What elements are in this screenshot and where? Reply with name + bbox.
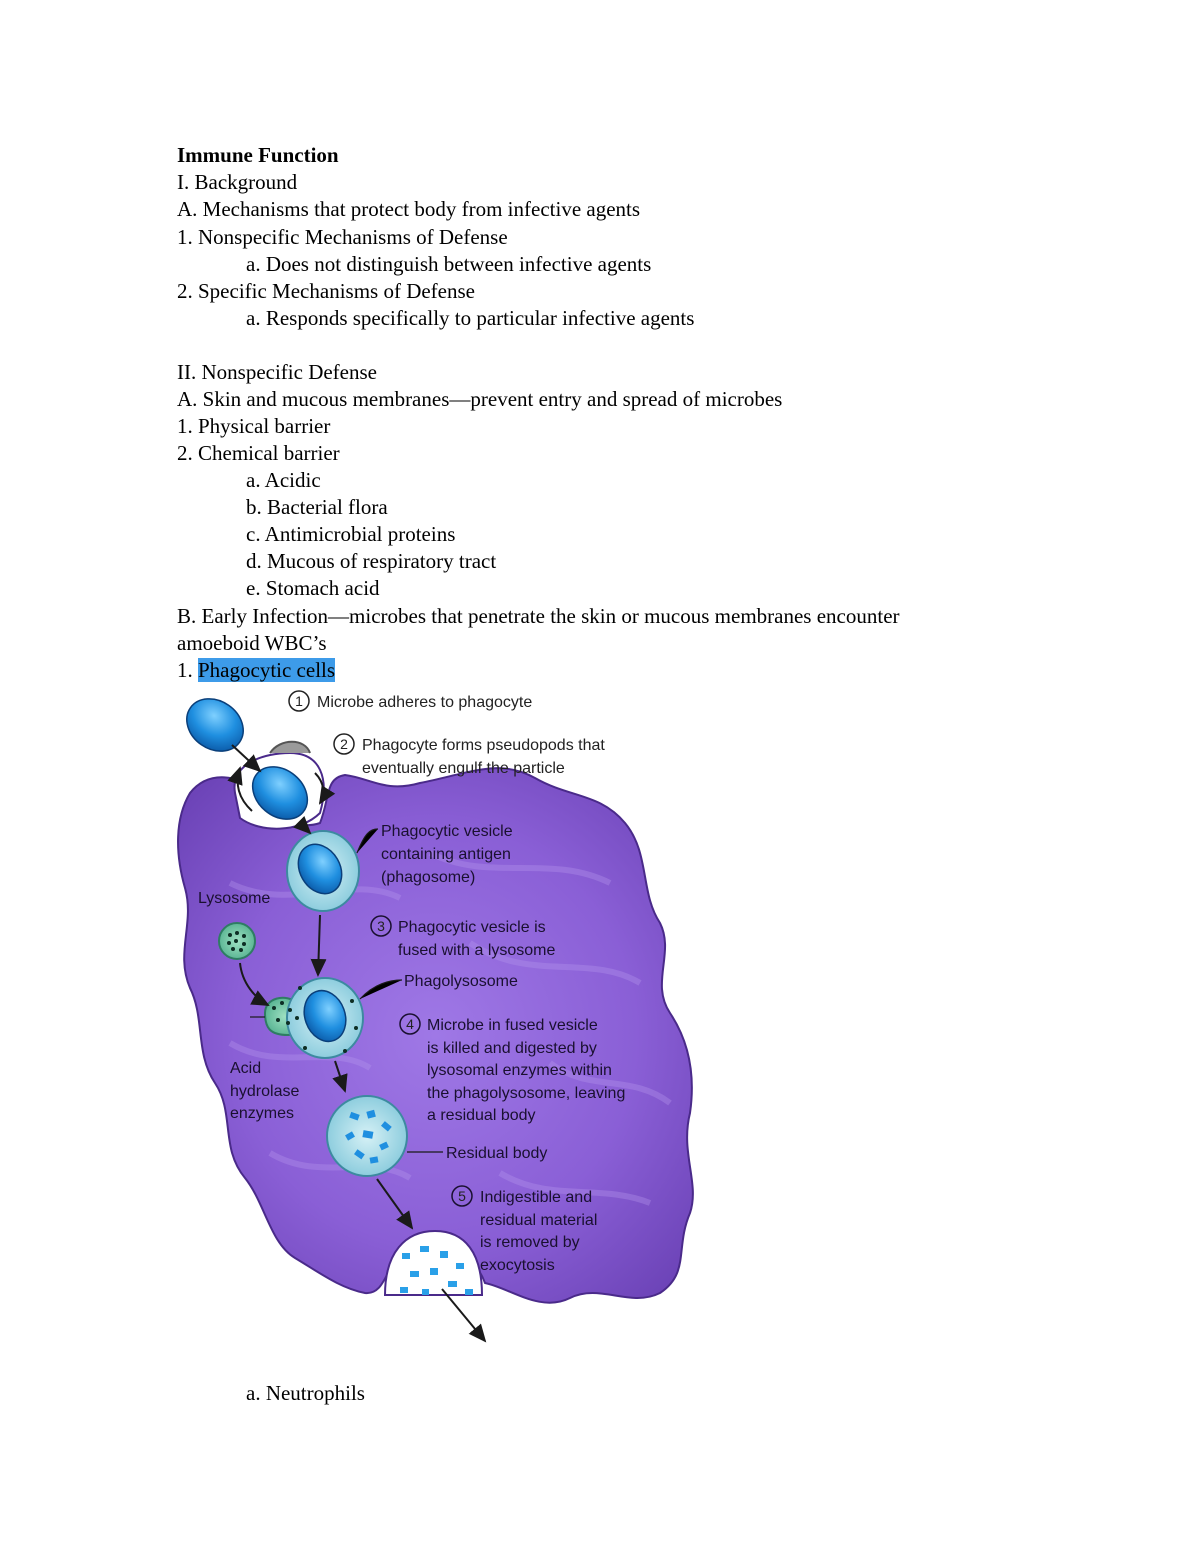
step-label: exocytosis: [480, 1257, 555, 1274]
outline-item: amoeboid WBC’s: [177, 631, 327, 655]
step-label: is killed and digested by: [427, 1040, 597, 1057]
label-line: (phagosome): [381, 869, 476, 886]
step-label: eventually engulf the particle: [362, 760, 565, 777]
outline-item: A. Mechanisms that protect body from infective agents: [177, 197, 641, 221]
outline-item: 1. Physical barrier: [177, 414, 331, 438]
outline-item: 2. Chemical barrier: [177, 441, 340, 465]
outline-item: a. Acidic: [246, 468, 321, 492]
step-number: 4: [406, 1016, 414, 1032]
pseudopod-tip: [270, 742, 310, 753]
step-label: is removed by: [480, 1234, 580, 1251]
outline-item: [177, 657, 335, 683]
residual-body-label: Residual body: [446, 1145, 548, 1162]
outline-item: A. Skin and mucous membranes—prevent entry and spread of microbes: [177, 387, 783, 411]
outline-item: 1. Nonspecific Mechanisms of Defense: [177, 225, 508, 249]
outline-item: 2. Specific Mechanisms of Defense: [177, 279, 475, 303]
step-label: Phagocytic vesicle is: [398, 919, 546, 936]
step-label: residual material: [480, 1212, 598, 1229]
outline-item: B. Early Infection—microbes that penetrate the skin or mucous membranes encounter: [177, 604, 900, 628]
outline-item: b. Bacterial flora: [246, 495, 388, 519]
outline-item: a. Does not distinguish between infective agents: [246, 252, 652, 276]
step-number: 5: [458, 1188, 466, 1204]
lysosome-label: Lysosome: [198, 890, 271, 907]
page-title: Immune Function: [177, 143, 339, 167]
phagocytosis-svg: [170, 683, 710, 1348]
step-number: 3: [377, 918, 385, 934]
phagocytosis-diagram: [170, 683, 710, 1348]
outline-item: I. Background: [177, 170, 298, 194]
section-heading: II. Nonspecific Defense: [177, 360, 377, 384]
step-label: a residual body: [427, 1107, 536, 1124]
outline-item: c. Antimicrobial proteins: [246, 522, 456, 546]
step-label: Indigestible and: [480, 1189, 593, 1206]
step-2: [334, 734, 605, 777]
label-line: Acid: [230, 1060, 262, 1077]
step-number: 1: [295, 693, 303, 709]
label-line: hydrolase: [230, 1083, 300, 1100]
label-line: Phagocytic vesicle: [381, 823, 513, 840]
step-label: the phagolysosome, leaving: [427, 1085, 626, 1102]
step-label: Microbe in fused vesicle: [427, 1017, 598, 1034]
step-number: 2: [340, 736, 348, 752]
outline-item: d. Mucous of respiratory tract: [246, 549, 497, 573]
free-microbe: [177, 688, 254, 762]
phagolysosome-label: Phagolysosome: [404, 973, 518, 990]
item-number: 1.: [177, 658, 193, 682]
step-label: fused with a lysosome: [398, 942, 556, 959]
highlighted-text: Phagocytic cells: [198, 658, 336, 682]
step-1: [289, 691, 532, 711]
step-label: lysosomal enzymes within: [427, 1062, 612, 1079]
label-line: containing antigen: [381, 846, 511, 863]
step-label: Phagocyte forms pseudopods that: [362, 737, 605, 754]
label-line: enzymes: [230, 1105, 295, 1122]
outline-item: a. Neutrophils: [246, 1381, 365, 1405]
step-label: Microbe adheres to phagocyte: [317, 694, 533, 711]
outline-item: a. Responds specifically to particular infective agents: [246, 306, 695, 330]
outline-item: e. Stomach acid: [246, 576, 380, 600]
